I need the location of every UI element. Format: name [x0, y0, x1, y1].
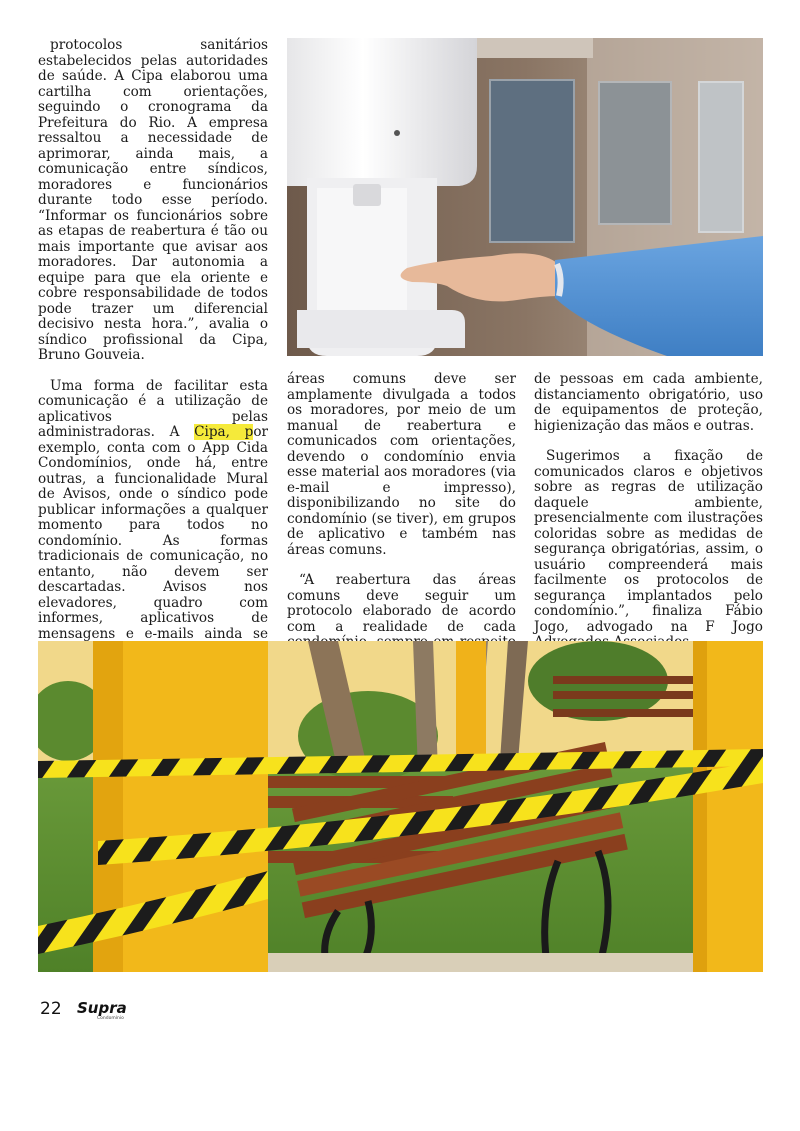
logo-subtext: Condomínio: [97, 1016, 124, 1021]
paragraph-text: protocolos sanitários estabelecidos pelas autoridades de saúde. A Cipa elaborou uma cartilha com orientações, seguindo o cronograma da Prefeitura do Rio. A empresa ressaltou a necessidade de aprimorar, ainda mais, a comunicação entre síndicos, moradores e funcionários durante todo esse período. “Informar os funcionários sobre as etapas de reabertura é tão ou mais importante que avisar aos moradores. Dar autonomia a equipe para que ela oriente e cobre responsabilidade de todos pode trazer um diferencial decisivo nesta hora.”, avalia o síndico profissional da Cipa, Bruno Gouveia.: [38, 37, 268, 363]
highlighted-text: Cipa, p: [194, 424, 254, 440]
supra-logo: [77, 999, 137, 1025]
paragraph-text: or exemplo, conta com o App Cida Condomínios, onde há, entre outras, a funcionalidade Mural de Avisos, onde o síndico pode publicar informações a qualquer momento para todos no condomínio. As formas tradicionais de comunicação, no entanto, não devem ser descartadas. Avisos nos elevadores, quadro com informes, aplicativos de mensagens e e-mails ainda se: [38, 424, 269, 642]
paragraph: [38, 38, 268, 364]
paragraph: de pessoas em cada ambiente, distanciamento obrigatório, uso de equipamentos de proteção, higienização das mãos e outras.: [534, 371, 763, 434]
paragraph: áreas comuns deve ser amplamente divulgada a todos os moradores, por meio de um manual de reabertura e comunicados com orientações, devendo o condomínio envia esse material aos moradores (via e-mail e impresso), disponibilizando no site do condomínio (se tiver), em grupos de aplicativo e também nas áreas comuns.: [287, 371, 516, 558]
sanitizer-dispenser-photo: [287, 38, 763, 356]
article-column-3: [534, 372, 763, 651]
page-number: 22: [40, 999, 62, 1019]
logo-wordmark: Supra: [77, 999, 127, 1017]
paragraph: Sugerimos a fixação de comunicados claros e objetivos sobre as regras de utilização daquele ambiente, presencialmente com ilustrações coloridas sobre as medidas de segurança obrigatórias, assim, o usuário compreenderá mais facilmente os protocolos de segurança implantados pelo condomínio.”, finaliza Fábio Jogo, advogado na F Jogo: [534, 448, 763, 635]
taped-benches-photo: [38, 641, 763, 972]
paragraph-text: Uma forma de facilitar esta comunicação é a utilização de aplicativos pelas administradoras. A: [38, 377, 268, 440]
paragraph: “A reabertura das áreas comuns deve seguir um protocolo elaborado de acordo com a realidade de cada: [287, 572, 516, 635]
